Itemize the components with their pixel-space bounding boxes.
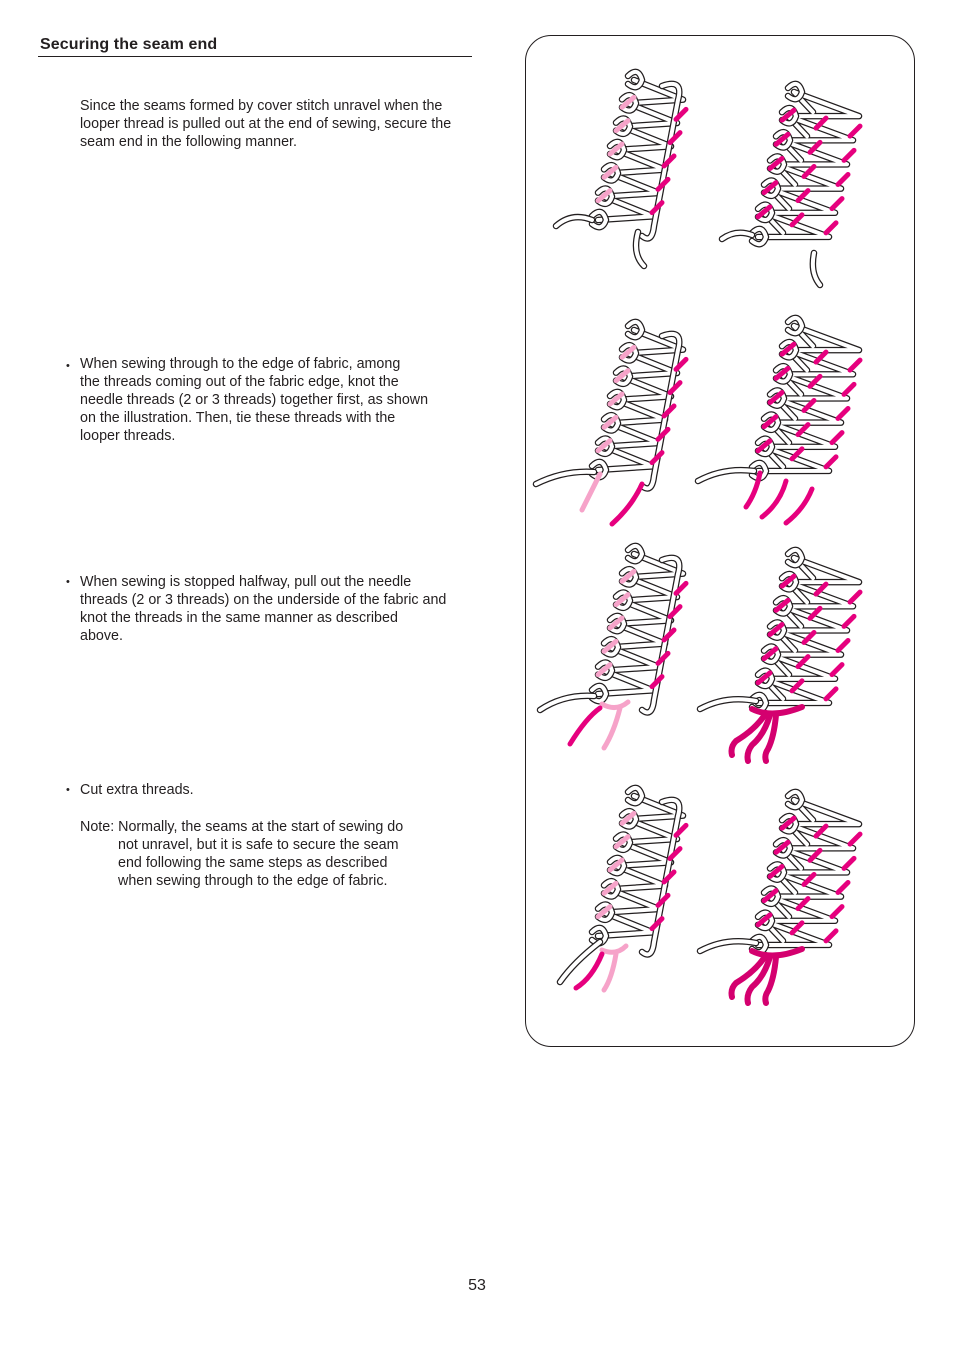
two-thread-stitch bbox=[556, 72, 686, 266]
title-underline bbox=[38, 56, 472, 57]
step-line: needle threads (2 or 3 threads) together first, as shown bbox=[80, 392, 429, 408]
needle-tail bbox=[762, 481, 786, 517]
bullet-marker: • bbox=[66, 576, 70, 588]
needle-tail bbox=[604, 954, 616, 990]
needle-stitch-right bbox=[844, 858, 854, 868]
needle-tail bbox=[786, 489, 812, 523]
illustration-panel bbox=[525, 35, 915, 1047]
needle-stitch-right bbox=[838, 641, 848, 651]
three-thread-stitch bbox=[700, 792, 860, 1003]
two-thread-stitch bbox=[560, 788, 686, 990]
needle-stitch-right bbox=[652, 677, 662, 687]
three-thread-stitch bbox=[700, 550, 860, 761]
step-stopped-halfway bbox=[80, 573, 480, 645]
needle-tail bbox=[582, 474, 600, 510]
needle-stitch-right bbox=[850, 834, 860, 844]
needle-stitch-right bbox=[832, 199, 842, 209]
needle-tail bbox=[570, 708, 600, 744]
needle-knot bbox=[602, 702, 628, 708]
stitch-illustrations bbox=[526, 36, 916, 1048]
intro-line: seam end in the following manner. bbox=[80, 134, 297, 150]
step-line: the threads coming out of the fabric edge, knot the bbox=[80, 374, 399, 390]
step-line: When sewing is stopped halfway, pull out the needle bbox=[80, 574, 412, 590]
needle-stitch-right bbox=[826, 931, 836, 941]
needle-stitch-right bbox=[844, 150, 854, 160]
needle-stitch-right bbox=[826, 457, 836, 467]
step-edge-of-fabric bbox=[80, 355, 480, 445]
step-line: knot the threads in the same manner as described bbox=[80, 610, 398, 626]
needle-stitch-right bbox=[838, 409, 848, 419]
needle-stitch-right bbox=[652, 203, 662, 213]
needle-stitch-right bbox=[844, 384, 854, 394]
step-line: When sewing through to the edge of fabric, among bbox=[80, 356, 401, 372]
step-cut-threads bbox=[80, 781, 480, 799]
note-paragraph bbox=[80, 818, 480, 890]
needle-tail bbox=[604, 708, 620, 748]
step-line: looper threads. bbox=[80, 428, 176, 444]
section-title: Securing the seam end bbox=[40, 36, 218, 53]
note-line: end following the same steps as described bbox=[118, 855, 388, 871]
needle-knot bbox=[602, 946, 626, 952]
needle-stitch-right bbox=[826, 223, 836, 233]
needle-stitch-right bbox=[652, 919, 662, 929]
intro-line: looper thread is pulled out at the end of sewing, secure the bbox=[80, 116, 452, 132]
step-line: on the illustration. Then, tie these threads with the bbox=[80, 410, 396, 426]
needle-stitch-right bbox=[652, 453, 662, 463]
three-thread-stitch bbox=[698, 318, 860, 523]
three-thread-stitch bbox=[722, 84, 860, 285]
two-thread-stitch bbox=[540, 546, 686, 748]
needle-stitch-right bbox=[832, 665, 842, 675]
needle-stitch-right bbox=[826, 689, 836, 699]
step-line: above. bbox=[80, 628, 123, 644]
intro-line: Since the seams formed by cover stitch unravel when the bbox=[80, 98, 443, 114]
needle-stitch-right bbox=[838, 883, 848, 893]
step-line: Cut extra threads. bbox=[80, 782, 194, 798]
needle-stitch-right bbox=[832, 907, 842, 917]
needle-stitch-right bbox=[838, 175, 848, 185]
needle-stitch-right bbox=[832, 433, 842, 443]
needle-stitch-right bbox=[844, 616, 854, 626]
bullet-marker: • bbox=[66, 360, 70, 372]
needle-stitch-right bbox=[850, 592, 860, 602]
intro-paragraph bbox=[80, 97, 480, 151]
note-line: not unravel, but it is safe to secure the seam bbox=[118, 837, 399, 853]
note-line: when sewing through to the edge of fabric. bbox=[118, 873, 388, 889]
two-thread-stitch bbox=[536, 322, 686, 524]
step-line: threads (2 or 3 threads) on the underside of the fabric and bbox=[80, 592, 447, 608]
note-line: Note: Normally, the seams at the start of sewing do bbox=[80, 819, 404, 835]
needle-stitch-right bbox=[850, 360, 860, 370]
needle-stitch-right bbox=[850, 126, 860, 136]
needle-tail bbox=[612, 484, 642, 524]
bullet-marker: • bbox=[66, 784, 70, 796]
page-number: 53 bbox=[468, 1277, 486, 1294]
